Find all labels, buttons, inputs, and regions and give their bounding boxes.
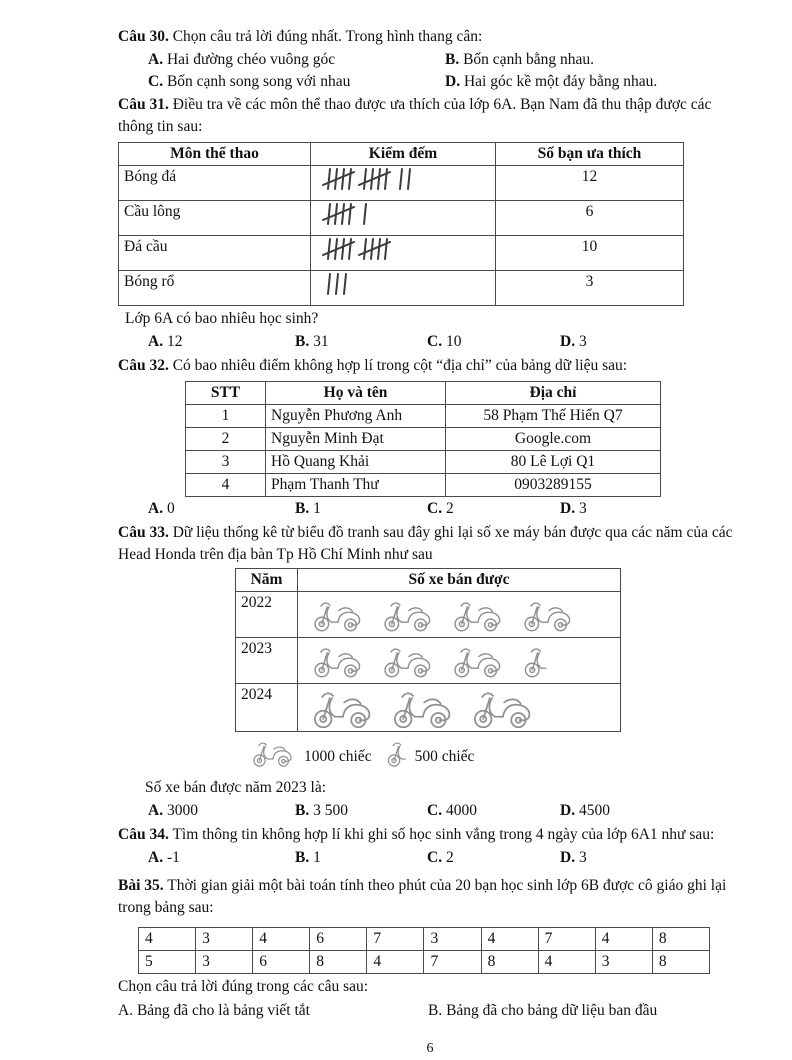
answer-option: C. 2 bbox=[427, 500, 454, 517]
address-cell: Google.com bbox=[446, 428, 661, 451]
question-33-subquestion: Số xe bán được năm 2023 là: bbox=[145, 779, 327, 796]
question-34 bbox=[118, 824, 742, 869]
motorbike-icon bbox=[310, 597, 366, 633]
motorbike-half-icon bbox=[384, 738, 407, 775]
motorbike-icon bbox=[250, 738, 296, 768]
answer-option: C. 2 bbox=[427, 849, 454, 866]
time-cell: 8 bbox=[652, 928, 709, 951]
name-cell: Nguyễn Phương Anh bbox=[266, 405, 446, 428]
motorbike-half-icon bbox=[384, 738, 407, 768]
question-33-text: Câu 33. Dữ liệu thống kê từ biểu đồ tranh sau đây ghi lại số xe máy bán được qua các năm của các Head Honda trên địa bàn Tp Hồ Chí Minh như sau bbox=[118, 524, 733, 563]
answer-option: B. 31 bbox=[295, 333, 329, 350]
name-cell: Phạm Thanh Thư bbox=[266, 474, 446, 497]
table-row bbox=[186, 474, 661, 497]
question-35-text: Bài 35. Thời gian giải một bài toán tính theo phút của 20 bạn học sinh lớp 6B được cô giáo ghi lại trong bảng sau: bbox=[118, 877, 727, 916]
column-header: Môn thể thao bbox=[119, 143, 311, 166]
tally-marks bbox=[321, 166, 421, 193]
time-cell: 3 bbox=[196, 928, 253, 951]
column-header: STT bbox=[186, 382, 266, 405]
answer-option: B. 1 bbox=[295, 849, 321, 866]
question-30-text: Câu 30. Chọn câu trả lời đúng nhất. Trong hình thang cân: bbox=[118, 28, 483, 45]
bikes-cell bbox=[298, 638, 621, 684]
tally-marks bbox=[321, 236, 405, 263]
answer-option: C. 4000 bbox=[427, 802, 477, 819]
stt-cell: 2 bbox=[186, 428, 266, 451]
tally-cell bbox=[311, 271, 496, 306]
question-31-options bbox=[118, 331, 742, 353]
address-table bbox=[185, 381, 661, 497]
bikes-cell bbox=[298, 592, 621, 638]
question-35-statements bbox=[118, 1000, 742, 1022]
time-cell: 3 bbox=[424, 928, 481, 951]
answer-option: C. 10 bbox=[427, 333, 462, 350]
table-row bbox=[139, 951, 710, 974]
table-row bbox=[236, 684, 621, 732]
answer-option: A. 0 bbox=[148, 500, 175, 517]
sport-cell: Cầu lông bbox=[119, 201, 311, 236]
time-cell: 4 bbox=[367, 951, 424, 974]
question-32 bbox=[118, 355, 742, 520]
sport-cell: Bóng đá bbox=[119, 166, 311, 201]
table-row bbox=[236, 638, 621, 684]
tally-marks bbox=[321, 201, 377, 228]
time-cell: 7 bbox=[424, 951, 481, 974]
tally-cell bbox=[311, 166, 496, 201]
question-33-options bbox=[118, 800, 742, 822]
answer-option: B. 1 bbox=[295, 500, 321, 517]
question-32-label: Câu 32. bbox=[118, 357, 169, 374]
sports-survey-table bbox=[118, 142, 684, 306]
statement-b: B. Bảng đã cho bảng dữ liệu ban đầu bbox=[428, 1002, 658, 1019]
answer-option: B. Bốn cạnh bằng nhau. bbox=[445, 51, 594, 68]
time-cell: 7 bbox=[367, 928, 424, 951]
table-row bbox=[119, 201, 684, 236]
column-header: Họ và tên bbox=[266, 382, 446, 405]
sport-cell: Bóng rổ bbox=[119, 271, 311, 306]
question-32-options bbox=[118, 498, 742, 520]
answer-option: B. 3 500 bbox=[295, 802, 348, 819]
motorbike-icon bbox=[450, 597, 506, 633]
motorbike-icon bbox=[310, 643, 366, 679]
motorbike-icon bbox=[520, 597, 576, 633]
year-cell: 2023 bbox=[236, 638, 298, 684]
time-cell: 4 bbox=[481, 928, 538, 951]
question-31-label: Câu 31. bbox=[118, 96, 169, 113]
question-33 bbox=[118, 522, 742, 822]
legend-half-label: 500 chiếc bbox=[414, 747, 475, 765]
stt-cell: 1 bbox=[186, 405, 266, 428]
column-header: Số bạn ưa thích bbox=[496, 143, 684, 166]
time-cell: 8 bbox=[310, 951, 367, 974]
answer-option: D. 4500 bbox=[560, 802, 610, 819]
question-32-text: Câu 32. Có bao nhiêu điểm không hợp lí trong cột “địa chỉ” của bảng dữ liệu sau: bbox=[118, 357, 628, 374]
time-cell: 8 bbox=[652, 951, 709, 974]
motorbike-icon bbox=[390, 686, 456, 730]
column-header: Địa chỉ bbox=[446, 382, 661, 405]
motorbike-icon bbox=[310, 686, 376, 730]
motorbike-icon bbox=[250, 738, 296, 775]
tally-marks bbox=[321, 271, 357, 298]
column-header: Kiểm đếm bbox=[311, 143, 496, 166]
table-row bbox=[236, 592, 621, 638]
question-30 bbox=[118, 26, 742, 93]
question-31 bbox=[118, 94, 742, 353]
time-cell: 4 bbox=[595, 928, 652, 951]
time-cell: 3 bbox=[196, 951, 253, 974]
table-row bbox=[186, 405, 661, 428]
answer-option: A. 3000 bbox=[148, 802, 198, 819]
count-cell: 12 bbox=[496, 166, 684, 201]
question-34-label: Câu 34. bbox=[118, 826, 169, 843]
address-cell: 80 Lê Lợi Q1 bbox=[446, 451, 661, 474]
motorbike-half-icon bbox=[520, 643, 548, 679]
question-34-text: Câu 34. Tìm thông tin không hợp lí khi ghi số học sinh vắng trong 4 ngày của lớp 6A1 như sau: bbox=[118, 826, 715, 843]
page-number: 6 bbox=[426, 1041, 434, 1056]
legend-item-half bbox=[384, 738, 475, 775]
stt-cell: 3 bbox=[186, 451, 266, 474]
address-cell: 58 Phạm Thế Hiển Q7 bbox=[446, 405, 661, 428]
time-cell: 3 bbox=[595, 951, 652, 974]
motorbike-icon bbox=[450, 643, 506, 679]
question-33-label: Câu 33. bbox=[118, 524, 169, 541]
time-cell: 6 bbox=[310, 928, 367, 951]
tally-cell bbox=[311, 236, 496, 271]
name-cell: Hồ Quang Khải bbox=[266, 451, 446, 474]
table-row bbox=[119, 271, 684, 306]
answer-option: A. 12 bbox=[148, 333, 183, 350]
time-cell: 4 bbox=[139, 928, 196, 951]
time-cell: 7 bbox=[538, 928, 595, 951]
column-header: Năm bbox=[236, 569, 298, 592]
answer-option: C. Bốn cạnh song song với nhau bbox=[148, 73, 351, 90]
answer-option: D. 3 bbox=[560, 849, 587, 866]
question-35-label: Bài 35. bbox=[118, 877, 164, 894]
count-cell: 10 bbox=[496, 236, 684, 271]
answer-option: D. 3 bbox=[560, 500, 587, 517]
solve-time-table bbox=[138, 927, 710, 974]
answer-option: A. Hai đường chéo vuông góc bbox=[148, 51, 336, 68]
tally-cell bbox=[311, 201, 496, 236]
time-cell: 5 bbox=[139, 951, 196, 974]
table-row bbox=[119, 166, 684, 201]
stt-cell: 4 bbox=[186, 474, 266, 497]
statement-a: A. Bảng đã cho là bảng viết tắt bbox=[118, 1002, 310, 1019]
time-cell: 4 bbox=[538, 951, 595, 974]
answer-option: D. Hai góc kề một đáy bằng nhau. bbox=[445, 73, 658, 90]
answer-option: D. 3 bbox=[560, 333, 587, 350]
question-35-subquestion: Chọn câu trả lời đúng trong các câu sau: bbox=[118, 978, 369, 995]
year-cell: 2022 bbox=[236, 592, 298, 638]
answer-option: A. -1 bbox=[148, 849, 180, 866]
sport-cell: Đá cầu bbox=[119, 236, 311, 271]
legend-item-full bbox=[250, 738, 372, 775]
column-header: Số xe bán được bbox=[298, 569, 621, 592]
time-cell: 8 bbox=[481, 951, 538, 974]
year-cell: 2024 bbox=[236, 684, 298, 732]
question-31-text: Câu 31. Điều tra về các môn thể thao được ưa thích của lớp 6A. Bạn Nam đã thu thập được các thông tin sau: bbox=[118, 96, 712, 135]
count-cell: 6 bbox=[496, 201, 684, 236]
question-34-options bbox=[118, 847, 742, 869]
time-cell: 6 bbox=[253, 951, 310, 974]
table-row bbox=[186, 451, 661, 474]
time-cell: 4 bbox=[253, 928, 310, 951]
question-35 bbox=[118, 875, 742, 1022]
motorbike-icon bbox=[380, 597, 436, 633]
motorbike-pictograph-table bbox=[235, 568, 621, 732]
motorbike-icon bbox=[470, 686, 536, 730]
question-30-options bbox=[118, 49, 742, 93]
count-cell: 3 bbox=[496, 271, 684, 306]
name-cell: Nguyễn Minh Đạt bbox=[266, 428, 446, 451]
bikes-cell bbox=[298, 684, 621, 732]
question-30-label: Câu 30. bbox=[118, 28, 169, 45]
table-row bbox=[139, 928, 710, 951]
address-cell: 0903289155 bbox=[446, 474, 661, 497]
pictograph-legend bbox=[250, 738, 742, 775]
legend-full-label: 1000 chiếc bbox=[304, 747, 372, 765]
table-row bbox=[119, 236, 684, 271]
question-31-subquestion: Lớp 6A có bao nhiêu học sinh? bbox=[125, 310, 319, 327]
motorbike-icon bbox=[380, 643, 436, 679]
table-row bbox=[186, 428, 661, 451]
